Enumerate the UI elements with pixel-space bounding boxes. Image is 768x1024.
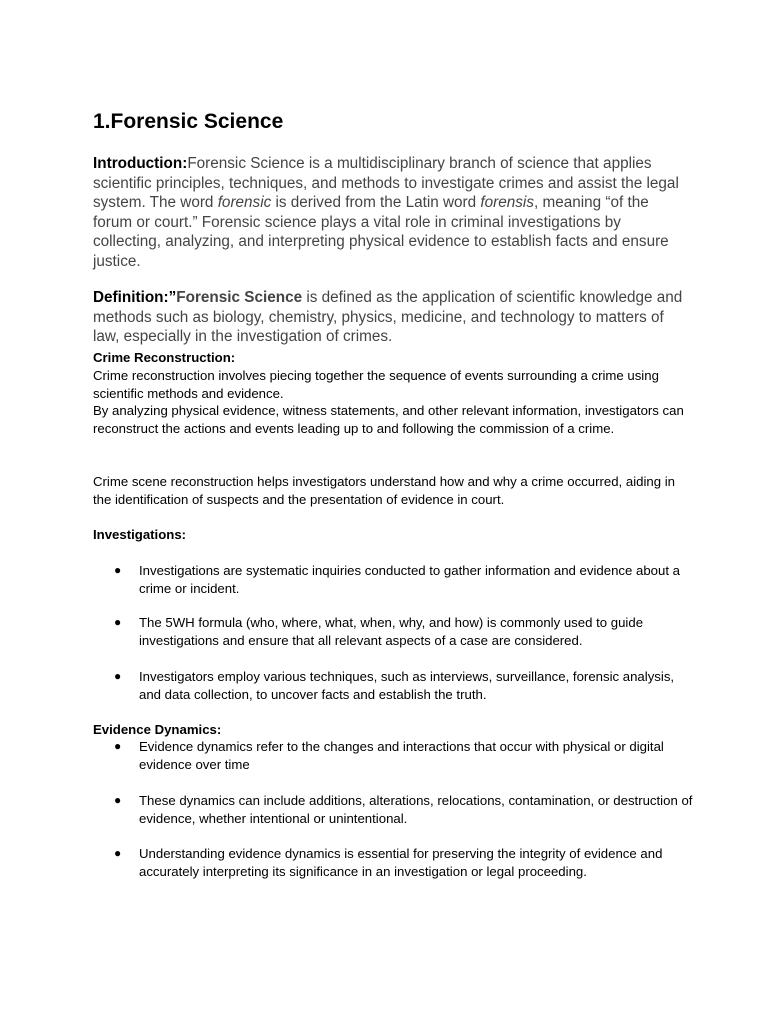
list-item-text: These dynamics can include additions, alterations, relocations, contamination, or destruction of evidence, whether intentional or unintentional. bbox=[139, 793, 693, 826]
crime-reconstruction-p1: Crime reconstruction involves piecing together the sequence of events surrounding a crime using scientific methods and evidence. bbox=[93, 368, 659, 401]
page-title: 1.Forensic Science bbox=[93, 110, 284, 133]
list-item bbox=[93, 792, 693, 827]
bullet-icon: ● bbox=[114, 846, 122, 860]
list-item-text: Investigators employ various techniques, such as interviews, surveillance, forensic analysis, and data collection, to uncover facts and establish the truth. bbox=[139, 669, 675, 702]
list-item-text: Understanding evidence dynamics is essential for preserving the integrity of evidence and accurately interpreting its significance in an investigation or legal proceeding. bbox=[139, 846, 663, 879]
list-item-text: Investigations are systematic inquiries conducted to gather information and evidence about a crime or incident. bbox=[139, 563, 681, 596]
investigations-heading: Investigations: bbox=[93, 527, 187, 542]
investigations-list-item-2 bbox=[93, 614, 693, 649]
list-item bbox=[93, 668, 693, 703]
introduction-word-forensic: forensic bbox=[217, 194, 272, 211]
introduction-text-1: Forensic Science is a multidisciplinary branch of science that applies scientific principles, techniques, and methods to investigate crimes and assist the legal system. The word bbox=[93, 155, 679, 211]
introduction-text-2: is derived from the Latin word bbox=[271, 194, 481, 211]
investigations-list-item-3 bbox=[93, 668, 693, 703]
crime-reconstruction-heading: Crime Reconstruction: bbox=[93, 350, 236, 365]
bullet-icon: ● bbox=[114, 615, 122, 629]
definition-label: Definition:” bbox=[93, 289, 177, 306]
definition-text: is defined as the application of scientific knowledge and methods such as biology, chemistry, physics, medicine, and technology to matters of law, especially in the investigation of crimes. bbox=[93, 289, 683, 345]
bullet-icon: ● bbox=[114, 669, 122, 683]
crime-reconstruction-p2: By analyzing physical evidence, witness statements, and other relevant information, investigators can reconstruct the actions and events leading up to and following the commission of a crime. bbox=[93, 403, 684, 436]
list-item-text: The 5WH formula (who, where, what, when, why, and how) is commonly used to guide investigations and ensure that all relevant aspects of a case are considered. bbox=[139, 615, 644, 648]
evidence-dynamics-list-item-2 bbox=[93, 792, 693, 827]
bullet-icon: ● bbox=[114, 563, 122, 577]
introduction-text-3: , meaning “of the forum or court.” Forensic science plays a vital role in criminal investigations by collecting, analyzing, and interpreting physical evidence to establish facts and ensure justice. bbox=[93, 194, 669, 270]
investigations-list bbox=[93, 562, 693, 597]
list-item bbox=[93, 614, 693, 649]
introduction-label: Introduction: bbox=[93, 155, 188, 172]
bullet-icon: ● bbox=[114, 739, 122, 753]
evidence-dynamics-list-item-3 bbox=[93, 845, 693, 880]
bullet-icon: ● bbox=[114, 793, 122, 807]
crime-reconstruction-p3: Crime scene reconstruction helps investigators understand how and why a crime occurred, aiding in the identification of suspects and the presentation of evidence in court. bbox=[93, 474, 676, 507]
list-item bbox=[93, 738, 693, 773]
evidence-dynamics-heading: Evidence Dynamics: bbox=[93, 722, 222, 737]
introduction-paragraph bbox=[93, 154, 683, 271]
definition-term: Forensic Science bbox=[176, 289, 303, 306]
introduction-word-forensis: forensis bbox=[480, 194, 534, 211]
list-item-text: Evidence dynamics refer to the changes and interactions that occur with physical or digital evidence over time bbox=[139, 739, 664, 772]
list-item bbox=[93, 562, 693, 597]
definition-paragraph bbox=[93, 288, 683, 347]
list-item bbox=[93, 845, 693, 880]
evidence-dynamics-list bbox=[93, 738, 693, 773]
